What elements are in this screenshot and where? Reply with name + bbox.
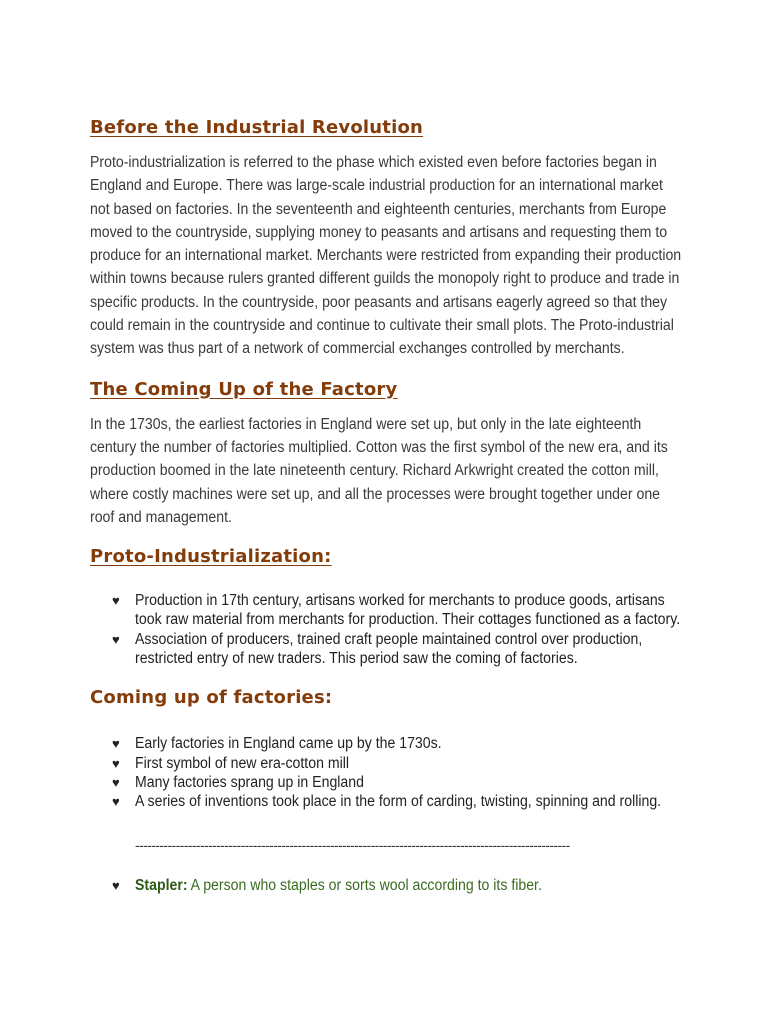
heart-bullet-icon: ♥ xyxy=(112,877,120,893)
heading-before-industrial-revolution: Before the Industrial Revolution xyxy=(90,117,424,138)
list-item-text: A series of inventions took place in the form of carding, twisting, spinning and rolling. xyxy=(135,793,662,811)
heart-bullet-icon: ♥ xyxy=(112,736,120,752)
paragraph-coming-up-of-factory: In the 1730s, the earliest factories in England were set up, but only in the late eighteenth century the number of factories multiplied. Cotton was the first symbol of the new era, and its production boomed in the late nineteenth century. Richard Arkwright created the cotton mill, where costly machines were set up, and all the processes were brought together under one roof and management. xyxy=(90,415,668,526)
heart-bullet-icon: ♥ xyxy=(112,794,120,810)
list-item-text: Production in 17th century, artisans worked for merchants to produce goods, artisans took raw material from merchants for production. Their cottages functioned as a factory. xyxy=(135,592,681,629)
list-item xyxy=(90,734,690,753)
list-item xyxy=(90,591,690,630)
list-item xyxy=(90,754,690,773)
definition-text xyxy=(135,876,681,895)
document-content xyxy=(90,114,690,895)
paragraph-before-industrial-revolution: Proto-industrialization is referred to the phase which existed even before factories began in England and Europe. There was large-scale industrial production for an international market not based on factories. In the seventeenth and eighteenth centuries, merchants from Europe moved to the countryside, supplying money to peasants and artisans and requesting them to produce for an international market. Merchants were restricted from expanding their production within towns because rulers granted different guilds the monopoly right to produce and trade in specific products. In the countryside, poor peasants and artisans eagerly agreed so that they could remain in the countryside and continue to cultivate their small plots. The Proto-industrial system was thus part of a network of commercial exchanges controlled by merchants. xyxy=(90,154,682,358)
definition-list xyxy=(90,876,690,895)
list-item xyxy=(90,630,690,669)
heading-coming-up-of-factories: Coming up of factories: xyxy=(90,687,333,709)
definition-body: A person who staples or sorts wool according to its fiber. xyxy=(187,876,542,894)
list-item-text: Early factories in England came up by the 1730s. xyxy=(135,735,442,753)
list-item-text: First symbol of new era-cotton mill xyxy=(135,754,349,772)
list-item-text: Many factories sprang up in England xyxy=(135,773,364,791)
heart-bullet-icon: ♥ xyxy=(112,774,120,790)
heart-bullet-icon: ♥ xyxy=(112,631,120,647)
coming-up-of-factories-list xyxy=(90,734,690,811)
heading-coming-up-of-factory: The Coming Up of the Factory xyxy=(90,378,398,400)
list-item-text: Association of producers, trained craft people maintained control over production, restricted entry of new traders. This period saw the coming of factories. xyxy=(135,630,643,668)
dashed-divider: ----------------------------------------------------------------------------------------------------------- xyxy=(135,836,570,853)
heart-bullet-icon: ♥ xyxy=(112,593,120,609)
list-item xyxy=(90,792,690,811)
heart-bullet-icon: ♥ xyxy=(112,755,120,771)
list-item xyxy=(90,773,690,792)
list-item xyxy=(90,876,690,895)
definition-term: Stapler: xyxy=(135,876,188,894)
proto-industrialization-list xyxy=(90,591,690,668)
heading-proto-industrialization: Proto-Industrialization: xyxy=(90,546,332,568)
